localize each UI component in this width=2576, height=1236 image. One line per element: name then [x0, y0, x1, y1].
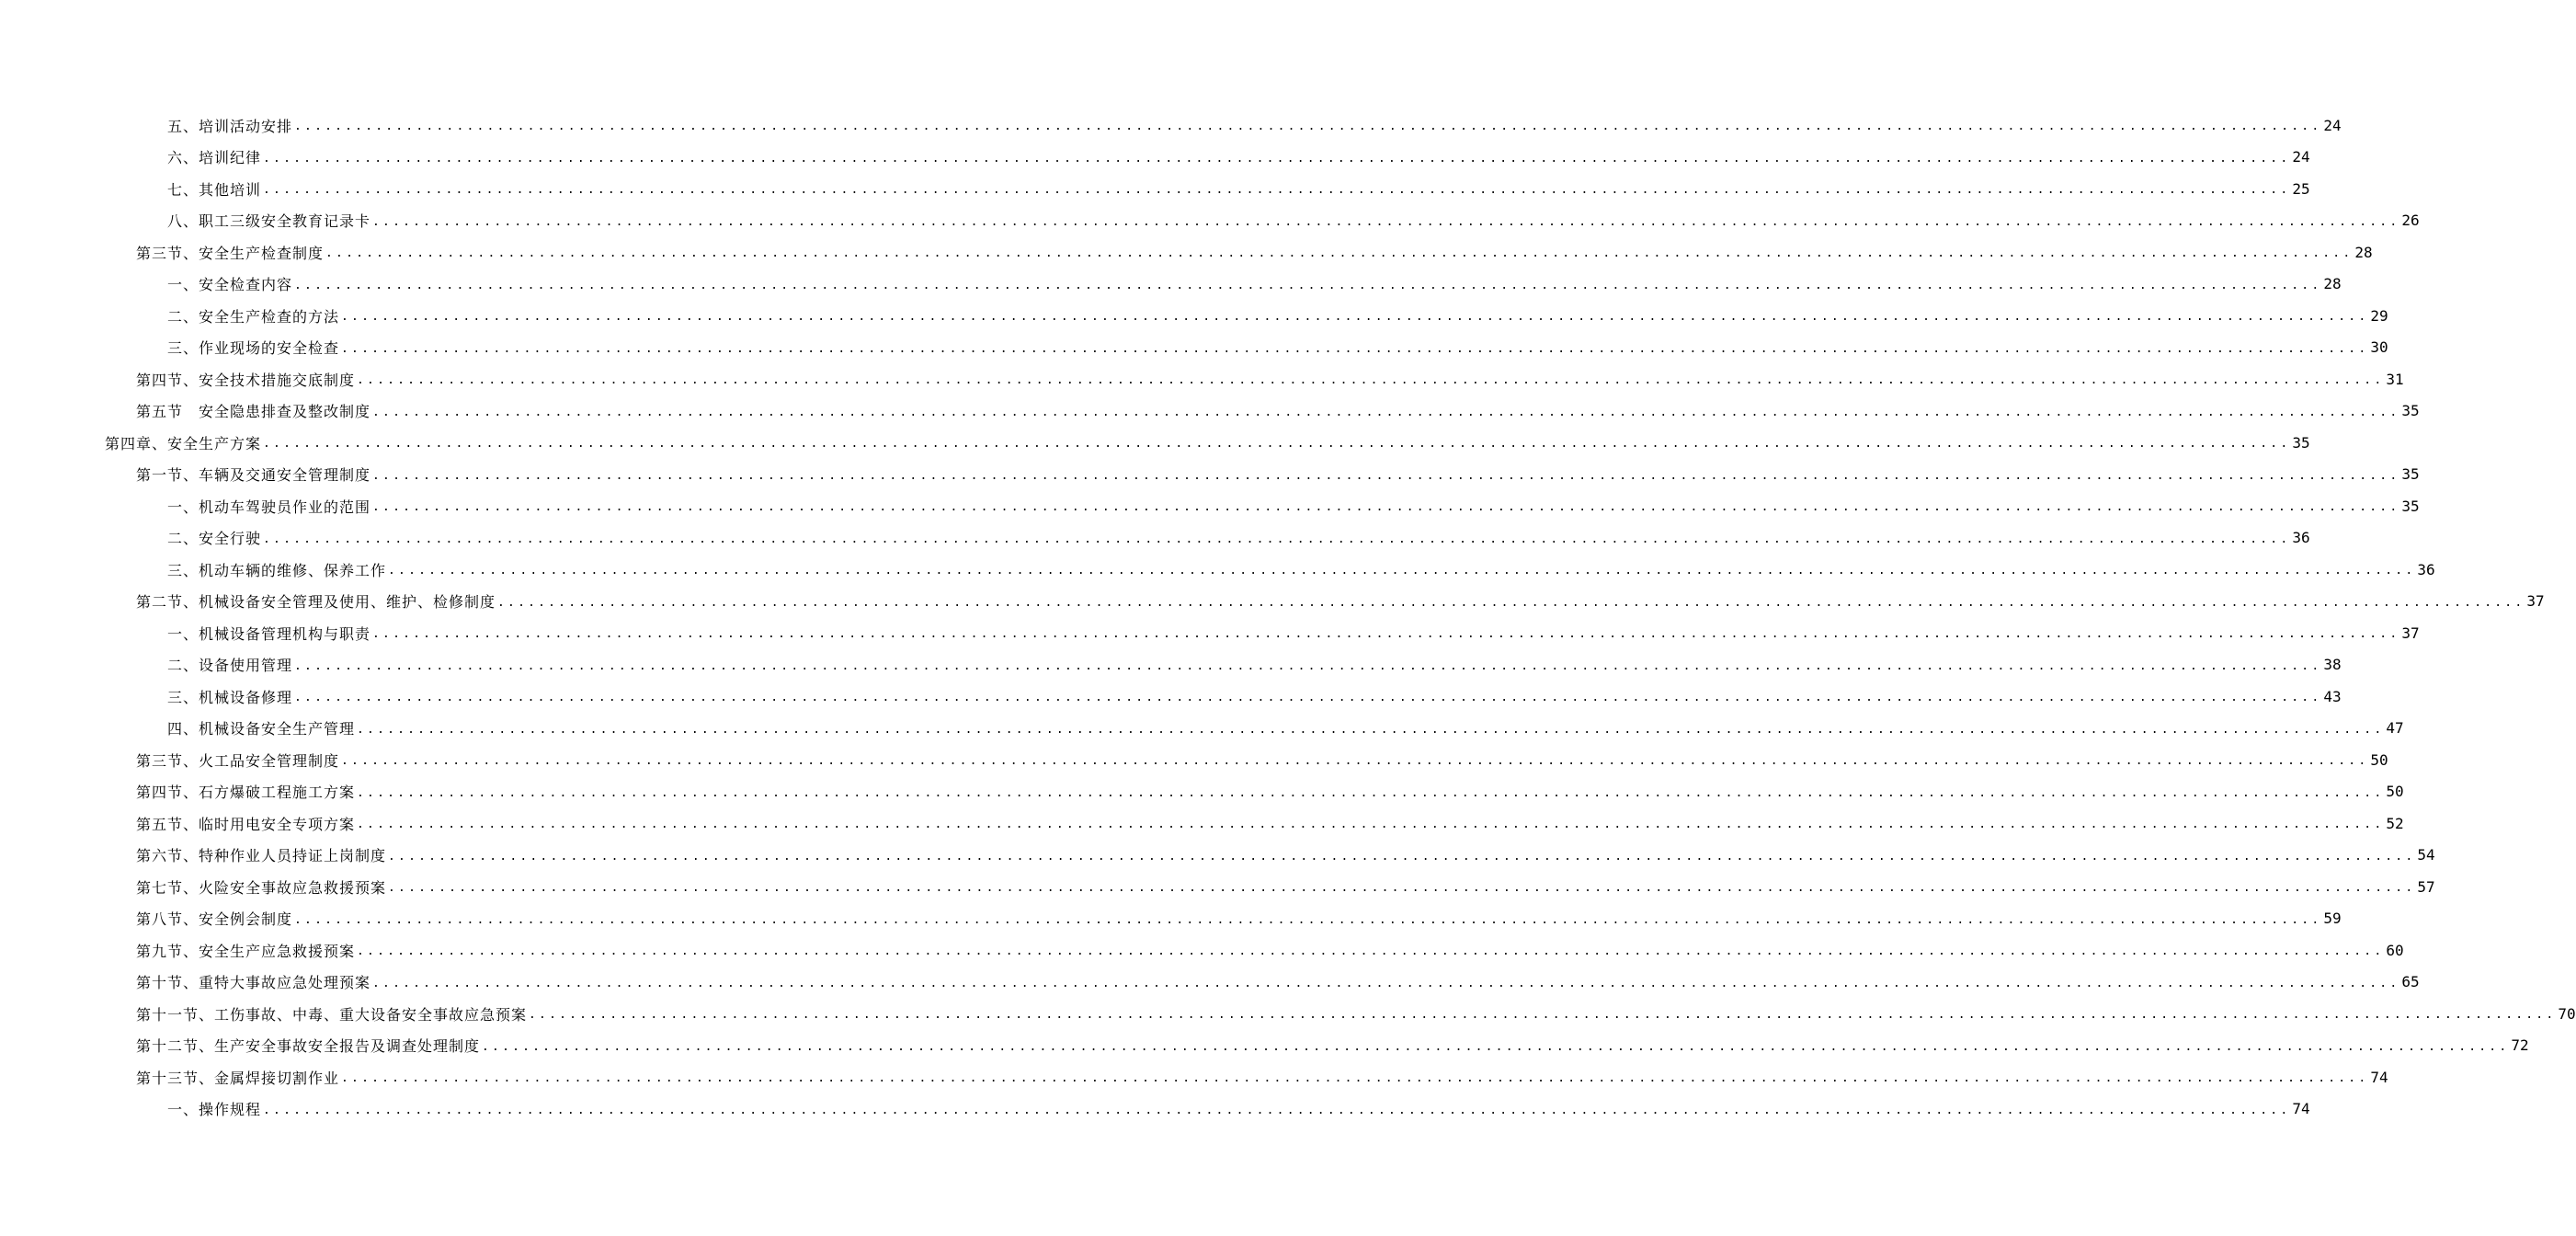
toc-entry[interactable]: [0, 586, 2545, 618]
toc-entry-title: 第十一节、工伤事故、中毒、重大设备安全事故应急预案: [136, 1005, 528, 1024]
toc-dot-leader: ........................................................................................................................................................................................................: [341, 754, 2369, 769]
toc-entry[interactable]: [0, 522, 2310, 555]
toc-entry[interactable]: [0, 681, 2342, 713]
toc-entry-title: 第四节、石方爆破工程施工方案: [136, 784, 356, 802]
toc-dot-leader: ........................................................................................................................................................................................................: [263, 1103, 2291, 1117]
toc-entry[interactable]: [0, 649, 2342, 681]
toc-entry[interactable]: [0, 395, 2420, 428]
toc-entry[interactable]: [0, 617, 2420, 649]
toc-entry-title: 第五节 安全隐患排查及整改制度: [136, 403, 371, 421]
toc-entry[interactable]: [0, 967, 2420, 999]
toc-entry-page-number: 37: [2526, 592, 2545, 611]
toc-entry-title: 第十节、重特大事故应急处理预案: [136, 974, 371, 992]
toc-entry-page-number: 30: [2370, 338, 2388, 357]
toc-dot-leader: ........................................................................................................................................................................................................: [372, 214, 2400, 229]
toc-entry-title: 第十二节、生产安全事故安全报告及调查处理制度: [136, 1037, 481, 1056]
toc-entry[interactable]: [0, 459, 2420, 491]
toc-entry-page-number: 54: [2417, 846, 2435, 864]
toc-entry-page-number: 72: [2511, 1036, 2529, 1055]
toc-entry-title: 六、培训纪律: [167, 149, 262, 167]
toc-entry-page-number: 35: [2401, 402, 2420, 420]
toc-dot-leader: ........................................................................................................................................................................................................: [372, 468, 2400, 483]
toc-entry-page-number: 65: [2401, 973, 2420, 991]
toc-entry-title: 三、机械设备修理: [167, 688, 293, 706]
toc-dot-leader: ........................................................................................................................................................................................................: [263, 151, 2291, 166]
toc-entry[interactable]: [0, 300, 2388, 332]
toc-entry-page-number: 29: [2370, 306, 2388, 325]
toc-dot-leader: ........................................................................................................................................................................................................: [341, 341, 2369, 356]
toc-entry-title: 第七节、火险安全事故应急救援预案: [136, 878, 387, 897]
toc-dot-leader: ........................................................................................................................................................................................................: [341, 310, 2369, 325]
toc-dot-leader: ........................................................................................................................................................................................................: [357, 944, 2385, 959]
toc-entry-title: 第五节、临时用电安全专项方案: [136, 815, 356, 833]
toc-entry-page-number: 35: [2401, 497, 2420, 515]
toc-dot-leader: ........................................................................................................................................................................................................: [497, 595, 2525, 610]
toc-dot-leader: ........................................................................................................................................................................................................: [388, 849, 2416, 864]
toc-entry-page-number: 70: [2558, 1004, 2576, 1023]
toc-entry-title: 第四章、安全生产方案: [105, 434, 262, 452]
toc-entry-title: 第一节、车辆及交通安全管理制度: [136, 466, 371, 485]
toc-entry[interactable]: [0, 427, 2310, 459]
toc-entry-page-number: 24: [2292, 148, 2310, 166]
toc-dot-leader: ........................................................................................................................................................................................................: [372, 500, 2400, 515]
toc-dot-leader: ........................................................................................................................................................................................................: [357, 722, 2385, 737]
toc-entry-title: 第九节、安全生产应急救援预案: [136, 942, 356, 960]
toc-entry-title: 三、机动车辆的维修、保养工作: [167, 561, 387, 579]
toc-entry-page-number: 28: [2354, 243, 2373, 261]
toc-entry[interactable]: [0, 807, 2404, 840]
toc-entry[interactable]: [0, 903, 2342, 935]
toc-entry-page-number: 43: [2323, 687, 2342, 705]
toc-entry-page-number: 52: [2386, 814, 2404, 832]
toc-entry-title: 一、操作规程: [167, 1101, 262, 1119]
toc-entry-page-number: 28: [2323, 275, 2342, 293]
toc-entry[interactable]: [0, 332, 2388, 364]
toc-dot-leader: ........................................................................................................................................................................................................: [294, 120, 2322, 134]
toc-dot-leader: ........................................................................................................................................................................................................: [294, 691, 2322, 705]
toc-entry[interactable]: [0, 142, 2310, 174]
toc-entry[interactable]: [0, 109, 2342, 142]
toc-entry-page-number: 50: [2386, 783, 2404, 801]
toc-entry-title: 第三节、火工品安全管理制度: [136, 751, 340, 770]
toc-entry-title: 第十三节、金属焊接切割作业: [136, 1069, 340, 1087]
toc-entry[interactable]: [0, 998, 2576, 1030]
toc-entry-page-number: 60: [2386, 941, 2404, 959]
toc-entry-title: 一、机动车驾驶员作业的范围: [167, 498, 371, 516]
toc-dot-leader: ........................................................................................................................................................................................................: [388, 881, 2416, 896]
toc-dot-leader: ........................................................................................................................................................................................................: [372, 405, 2400, 419]
toc-dot-leader: ........................................................................................................................................................................................................: [294, 658, 2322, 673]
toc-entry-title: 二、安全生产检查的方法: [167, 307, 340, 326]
toc-entry-page-number: 36: [2417, 560, 2435, 578]
toc-dot-leader: ........................................................................................................................................................................................................: [263, 183, 2291, 198]
toc-entry-page-number: 35: [2292, 433, 2310, 452]
toc-dot-leader: ........................................................................................................................................................................................................: [263, 532, 2291, 546]
toc-entry[interactable]: [0, 173, 2310, 205]
toc-entry-page-number: 38: [2323, 656, 2342, 674]
toc-entry-title: 一、机械设备管理机构与职责: [167, 624, 371, 643]
toc-dot-leader: ........................................................................................................................................................................................................: [482, 1039, 2510, 1054]
toc-entry-title: 一、安全检查内容: [167, 276, 293, 294]
toc-entry-title: 二、设备使用管理: [167, 657, 293, 675]
toc-dot-leader: ........................................................................................................................................................................................................: [357, 785, 2385, 800]
toc-entry-title: 二、安全行驶: [167, 530, 262, 548]
toc-entry-title: 三、作业现场的安全检查: [167, 339, 340, 358]
toc-dot-leader: ........................................................................................................................................................................................................: [325, 246, 2354, 261]
toc-dot-leader: ........................................................................................................................................................................................................: [294, 912, 2322, 927]
toc-entry-title: 四、机械设备安全生产管理: [167, 720, 356, 738]
toc-entry-page-number: 74: [2292, 1100, 2310, 1118]
toc-entry-title: 第二节、机械设备安全管理及使用、维护、检修制度: [136, 593, 496, 612]
toc-entry[interactable]: [0, 490, 2420, 522]
toc-entry[interactable]: [0, 205, 2420, 237]
toc-entry-page-number: 31: [2386, 370, 2404, 388]
toc-dot-leader: ........................................................................................................................................................................................................: [357, 373, 2385, 388]
toc-entry[interactable]: [0, 840, 2435, 872]
toc-entry-page-number: 47: [2386, 719, 2404, 738]
toc-dot-leader: ........................................................................................................................................................................................................: [357, 818, 2385, 832]
toc-entry[interactable]: [0, 269, 2342, 301]
toc-entry-page-number: 26: [2401, 212, 2420, 230]
toc-entry[interactable]: [0, 1030, 2529, 1062]
toc-entry-title: 八、职工三级安全教育记录卡: [167, 212, 371, 231]
toc-entry[interactable]: [0, 554, 2435, 586]
toc-entry-page-number: 36: [2292, 529, 2310, 547]
toc-entry[interactable]: [0, 776, 2404, 808]
toc-entry-title: 第三节、安全生产检查制度: [136, 244, 325, 262]
toc-entry-page-number: 24: [2323, 116, 2342, 134]
toc-dot-leader: ........................................................................................................................................................................................................: [294, 278, 2322, 292]
toc-entry-title: 七、其他培训: [167, 180, 262, 199]
toc-entry-title: 第四节、安全技术措施交底制度: [136, 371, 356, 389]
toc-dot-leader: ........................................................................................................................................................................................................: [263, 437, 2291, 452]
toc-entry[interactable]: [0, 744, 2388, 776]
toc-entry-page-number: 50: [2370, 750, 2388, 769]
toc-entry[interactable]: [0, 363, 2404, 395]
toc-entry-title: 第六节、特种作业人员持证上岗制度: [136, 847, 387, 865]
toc-entry[interactable]: [0, 713, 2404, 745]
toc-entry-page-number: 37: [2401, 624, 2420, 642]
toc-entry[interactable]: [0, 1093, 2310, 1126]
toc-entry-page-number: 57: [2417, 877, 2435, 896]
table-of-contents: [0, 109, 2576, 1125]
toc-entry[interactable]: [0, 1061, 2388, 1093]
toc-dot-leader: ........................................................................................................................................................................................................: [529, 1008, 2557, 1023]
toc-dot-leader: ........................................................................................................................................................................................................: [388, 564, 2416, 578]
toc-dot-leader: ........................................................................................................................................................................................................: [372, 976, 2400, 990]
toc-entry-page-number: 25: [2292, 179, 2310, 198]
toc-dot-leader: ........................................................................................................................................................................................................: [372, 627, 2400, 642]
toc-entry-title: 第八节、安全例会制度: [136, 910, 293, 929]
toc-entry-page-number: 59: [2323, 910, 2342, 928]
toc-entry[interactable]: [0, 871, 2435, 903]
toc-entry-title: 五、培训活动安排: [167, 117, 293, 135]
toc-entry[interactable]: [0, 236, 2373, 269]
toc-dot-leader: ........................................................................................................................................................................................................: [341, 1071, 2369, 1086]
toc-entry[interactable]: [0, 934, 2404, 967]
toc-entry-page-number: 35: [2401, 465, 2420, 484]
toc-entry-page-number: 74: [2370, 1068, 2388, 1086]
